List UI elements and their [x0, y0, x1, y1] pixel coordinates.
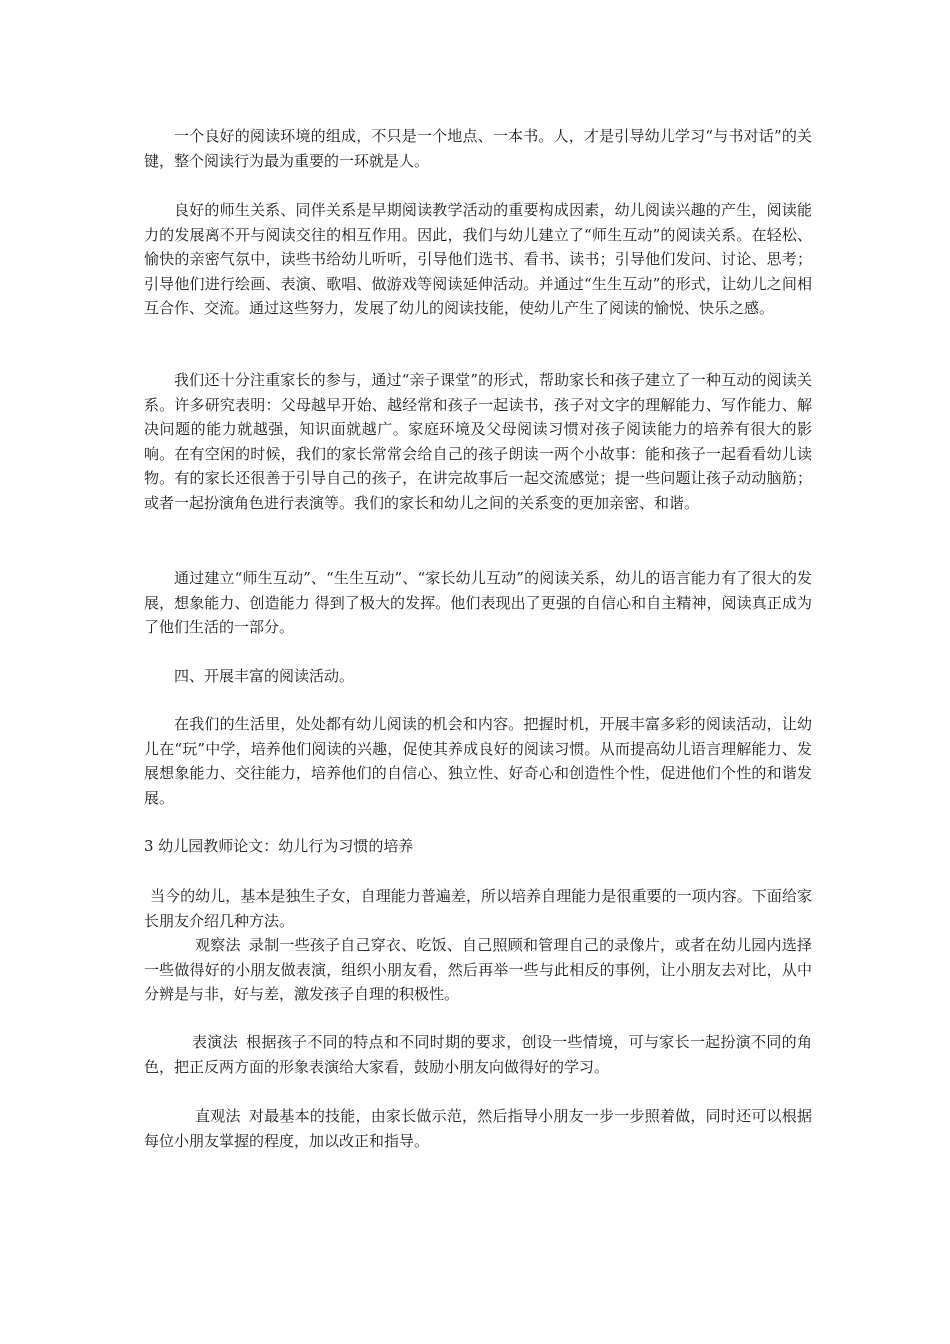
method-text-performance: 根据孩子不同的特点和不同时期的要求，创设一些情境，可与家长一起扮演不同的角色，把正反两方面的形象表演给大家看，鼓励小朋友向做得好的学习。: [144, 1033, 812, 1076]
method-label-observation: 观察法: [195, 936, 241, 954]
paragraph-self-care-intro: 当今的幼儿，基本是独生子女，自理能力普遍差，所以培养自理能力是很重要的一项内容。下面给家长朋友介绍几种方法。: [144, 887, 812, 930]
paragraph-reading-environment: 一个良好的阅读环境的组成，不只是一个地点、一本书。人，才是引导幼儿学习“与书对话”的关键，整个阅读行为最为重要的一环就是人。: [144, 127, 812, 170]
paragraph-reading-activities: 在我们的生活里，处处都有幼儿阅读的机会和内容。把握时机，开展丰富多彩的阅读活动，让幼儿在“玩”中学，培养他们阅读的兴趣，促使其养成良好的阅读习惯。从而提高幼儿语言理解能力、发展想象能力、交往能力，培养他们的自信心、独立性、好奇心和创造性个性，促进他们个性的和谐发展。: [144, 715, 812, 807]
method-label-performance: 表演法: [192, 1033, 238, 1051]
section-heading-reading-activities: 四、开展丰富的阅读活动。: [174, 667, 355, 685]
paragraph-performance-method: [144, 1030, 812, 1079]
method-label-intuitive: 直观法: [195, 1107, 241, 1125]
paragraph-teacher-child-interaction: 良好的师生关系、同伴关系是早期阅读教学活动的重要构成因素，幼儿阅读兴趣的产生，阅读能力的发展离不开与阅读交往的相互作用。因此，我们与幼儿建立了“师生互动”的阅读关系。在轻松、愉快的亲密气氛中，读些书给幼儿听听，引导他们选书、看书、读书；引导他们发问、讨论、思考；引导他们进行绘画、表演、歌唱、做游戏等阅读延伸活动。并通过“生生互动”的形式，让幼儿之间相互合作、交流。通过这些努力，发展了幼儿的阅读技能，使幼儿产生了阅读的愉悦、快乐之感。: [144, 201, 812, 317]
paragraph-observation-method: [144, 933, 812, 1007]
method-text-observation: 录制一些孩子自己穿衣、吃饭、自己照顾和管理自己的录像片，或者在幼儿园内选择一些做得好的小朋友做表演，组织小朋友看，然后再举一些与此相反的事例，让小朋友去对比，从中分辨是与非，好与差，激发孩子自理的积极性。: [144, 936, 812, 1003]
method-text-intuitive: 对最基本的技能，由家长做示范，然后指导小朋友一步一步照着做，同时还可以根据每位小朋友掌握的程度，加以改正和指导。: [144, 1107, 812, 1150]
paragraph-intuitive-method: [144, 1104, 812, 1153]
paragraph-parent-participation: 我们还十分注重家长的参与，通过“亲子课堂”的形式，帮助家长和孩子建立了一种互动的阅读关系。许多研究表明：父母越早开始、越经常和孩子一起读书，孩子对文字的理解能力、写作能力、解决问题的能力就越强，知识面就越广。家庭环境及父母阅读习惯对孩子阅读能力的培养有很大的影响。在有空闲的时候，我们的家长常常会给自己的孩子朗读一两个小故事：能和孩子一起看看幼儿读物。有的家长还很善于引导自己的孩子，在讲完故事后一起交流感觉；提一些问题让孩子动动脑筋；或者一起扮演角色进行表演等。我们的家长和幼儿之间的关系变的更加亲密、和谐。: [144, 371, 812, 512]
article-heading: 3 幼儿园教师论文：幼儿行为习惯的培养: [144, 837, 414, 855]
paragraph-interaction-results: 通过建立“师生互动”、“生生互动”、“家长幼儿互动”的阅读关系，幼儿的语言能力有了很大的发展，想象能力、创造能力 得到了极大的发挥。他们表现出了更强的自信心和自主精神，阅读真正成为了他们生活的一部分。: [144, 569, 812, 636]
